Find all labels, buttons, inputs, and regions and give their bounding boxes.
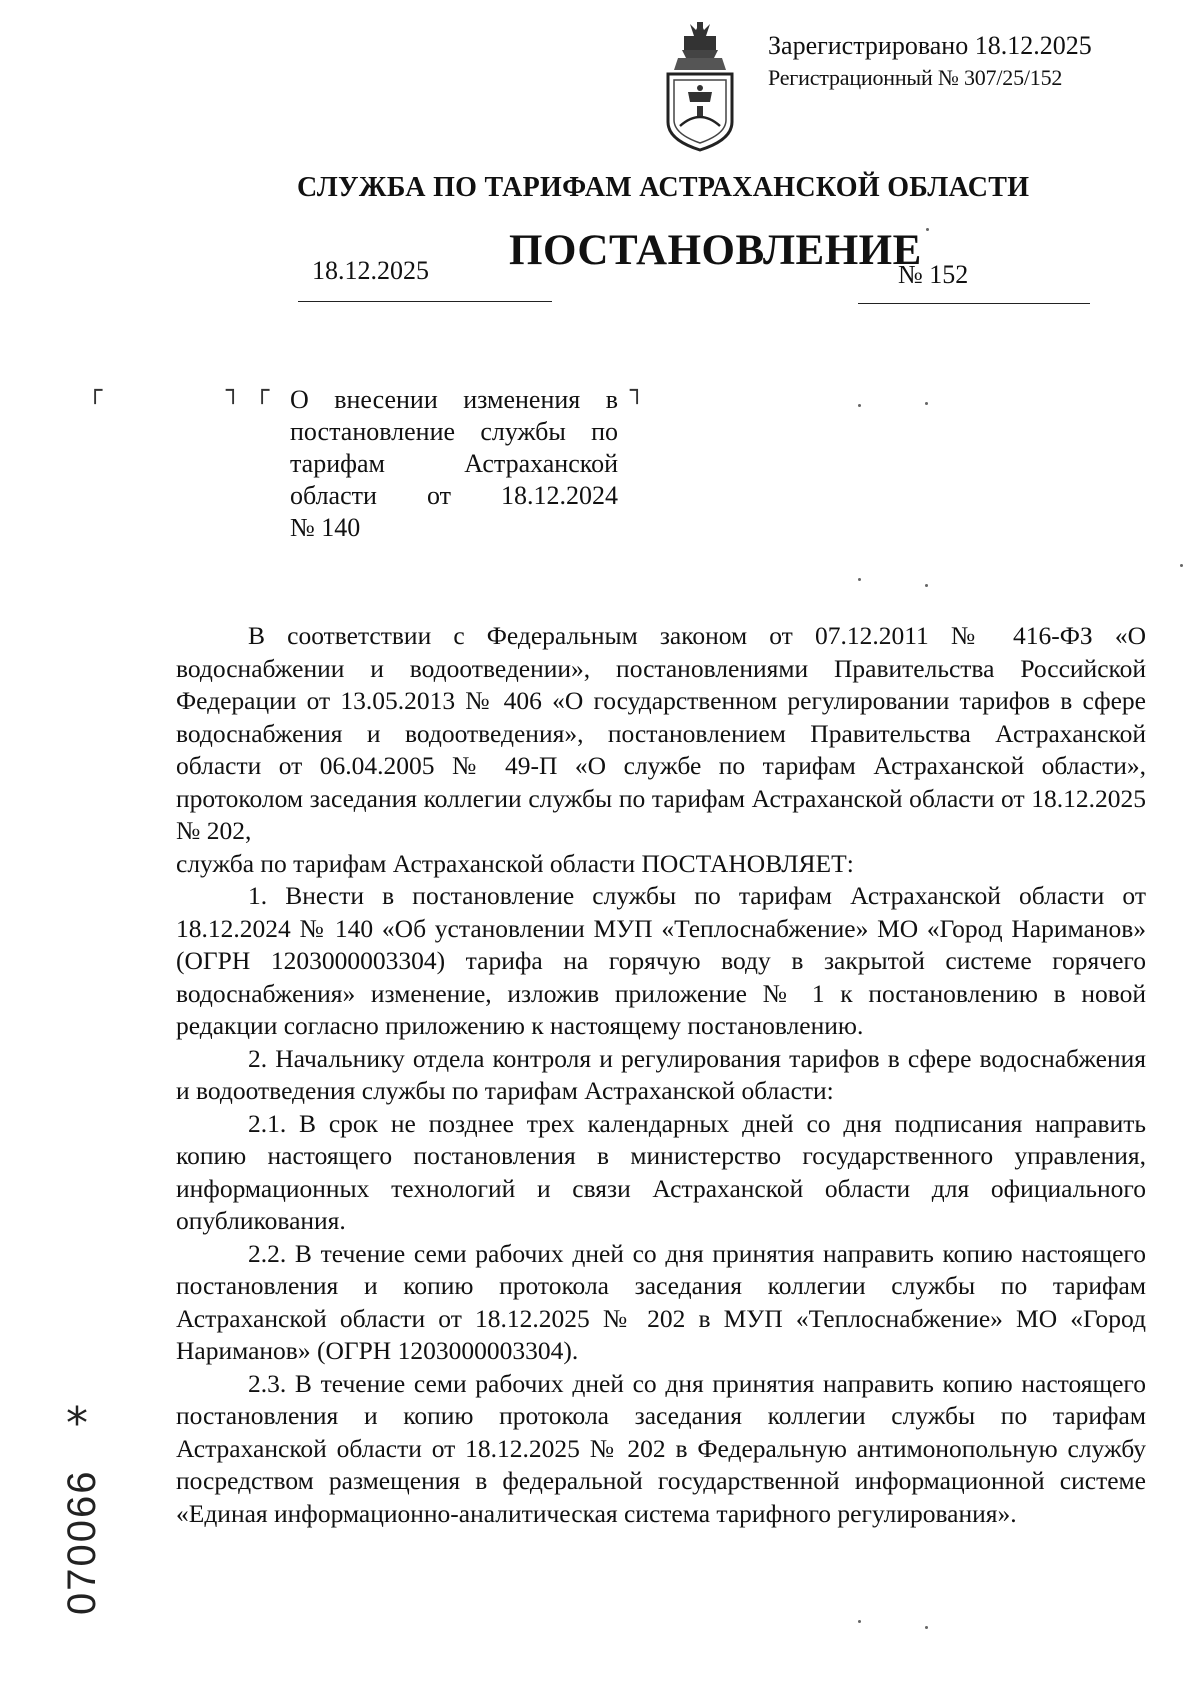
item-2-1-paragraph: 2.1. В срок не позднее трех календарных дней со дня подписания направить копию настоящего постановления в министерство государственного управления, информационных технологий и связи Астраханской области для официального опубликования. — [176, 1108, 1146, 1235]
subject-line: области от 18.12.2024 — [290, 481, 618, 510]
scan-speck — [858, 1620, 861, 1623]
item-2-paragraph: 2. Начальнику отдела контроля и регулирования тарифов в сфере водоснабжения и водоотведения службы по тарифам Астраханской области: — [176, 1043, 1146, 1105]
subject-line: постановление службы по — [290, 417, 618, 446]
registration-stamp — [768, 30, 1092, 94]
scan-speck — [1180, 564, 1183, 567]
document-type: ПОСТАНОВЛЕНИЕ — [509, 227, 922, 274]
corner-mark-top-left-2: ┌ — [255, 376, 270, 404]
subject-line: № 140 — [290, 513, 361, 542]
scan-speck — [858, 578, 861, 581]
registration-date: Зарегистрировано 18.12.2025 — [768, 31, 1092, 60]
scan-speck — [858, 404, 861, 407]
document-body — [176, 620, 1146, 1530]
date-underline — [298, 301, 552, 302]
document-date: 18.12.2025 — [312, 256, 429, 285]
preamble-paragraph: В соответствии с Федеральным законом от 07.12.2011 № 416-ФЗ «О водоснабжении и водоотведении», постановлениями Правительства Российской Федерации от 13.05.2013 № 406 «О государственном регулировании тарифов в сфере водоснабжения и водоотведения», постановлением Правительства Астраханской области от 06.04.2005 № 49-П «О службе по тарифам Астраханской области», протоколом заседания коллегии службы по тарифам Астраханской области от 18.12.2025 № 202, — [176, 621, 1146, 845]
document-number: № 152 — [898, 260, 969, 289]
scan-speck — [925, 1626, 928, 1629]
registration-number: Регистрационный № 307/25/152 — [768, 65, 1063, 90]
organization-title: СЛУЖБА ПО ТАРИФАМ АСТРАХАНСКОЙ ОБЛАСТИ — [297, 172, 1030, 203]
corner-mark-top-left: ┌ — [88, 376, 103, 404]
corner-mark-top-right-1: ┐ — [226, 376, 241, 404]
scan-speck — [925, 584, 928, 587]
item-1-paragraph: 1. Внести в постановление службы по тарифам Астраханской области от 18.12.2024 № 140 «Об установлении МУП «Теплоснабжение» МО «Город Нариманов» (ОГРН 1203000003304) тарифа на горячую воду в закрытой системе горячего водоснабжения» изменение, изложив приложение № 1 к постановлению в новой редакции согласно приложению к настоящему постановлению. — [176, 881, 1146, 1040]
document-subject — [290, 384, 618, 544]
item-2-2-paragraph: 2.2. В течение семи рабочих дней со дня принятия направить копию настоящего постановления и копию протокола заседания коллегии службы по тарифам Астраханской области от 18.12.2025 № 202 в МУП «Теплоснабжение» МО «Город Нариманов» (ОГРН 1203000003304). — [176, 1238, 1146, 1365]
scan-speck — [925, 402, 928, 405]
margin-asterisk: * — [66, 1398, 88, 1449]
scan-speck — [926, 228, 929, 231]
subject-line: тарифам Астраханской — [290, 449, 618, 478]
margin-barcode-number: 070066 — [60, 1469, 104, 1615]
item-2-3-paragraph: 2.3. В течение семи рабочих дней со дня принятия направить копию настоящего постановления и копию протокола заседания коллегии службы по тарифам Астраханской области от 18.12.2025 № 202 в Федеральную антимонопольную службу посредством размещения в федеральной государственной информационной системе «Единая информационно-аналитическая система тарифного регулирования». — [176, 1368, 1146, 1528]
number-underline — [858, 303, 1090, 304]
subject-line: О внесении изменения в — [290, 385, 618, 414]
coat-of-arms-icon — [660, 22, 740, 157]
corner-mark-top-right-2: ┐ — [630, 376, 645, 404]
resolves-paragraph: служба по тарифам Астраханской области ПОСТАНОВЛЯЕТ: — [176, 848, 854, 878]
